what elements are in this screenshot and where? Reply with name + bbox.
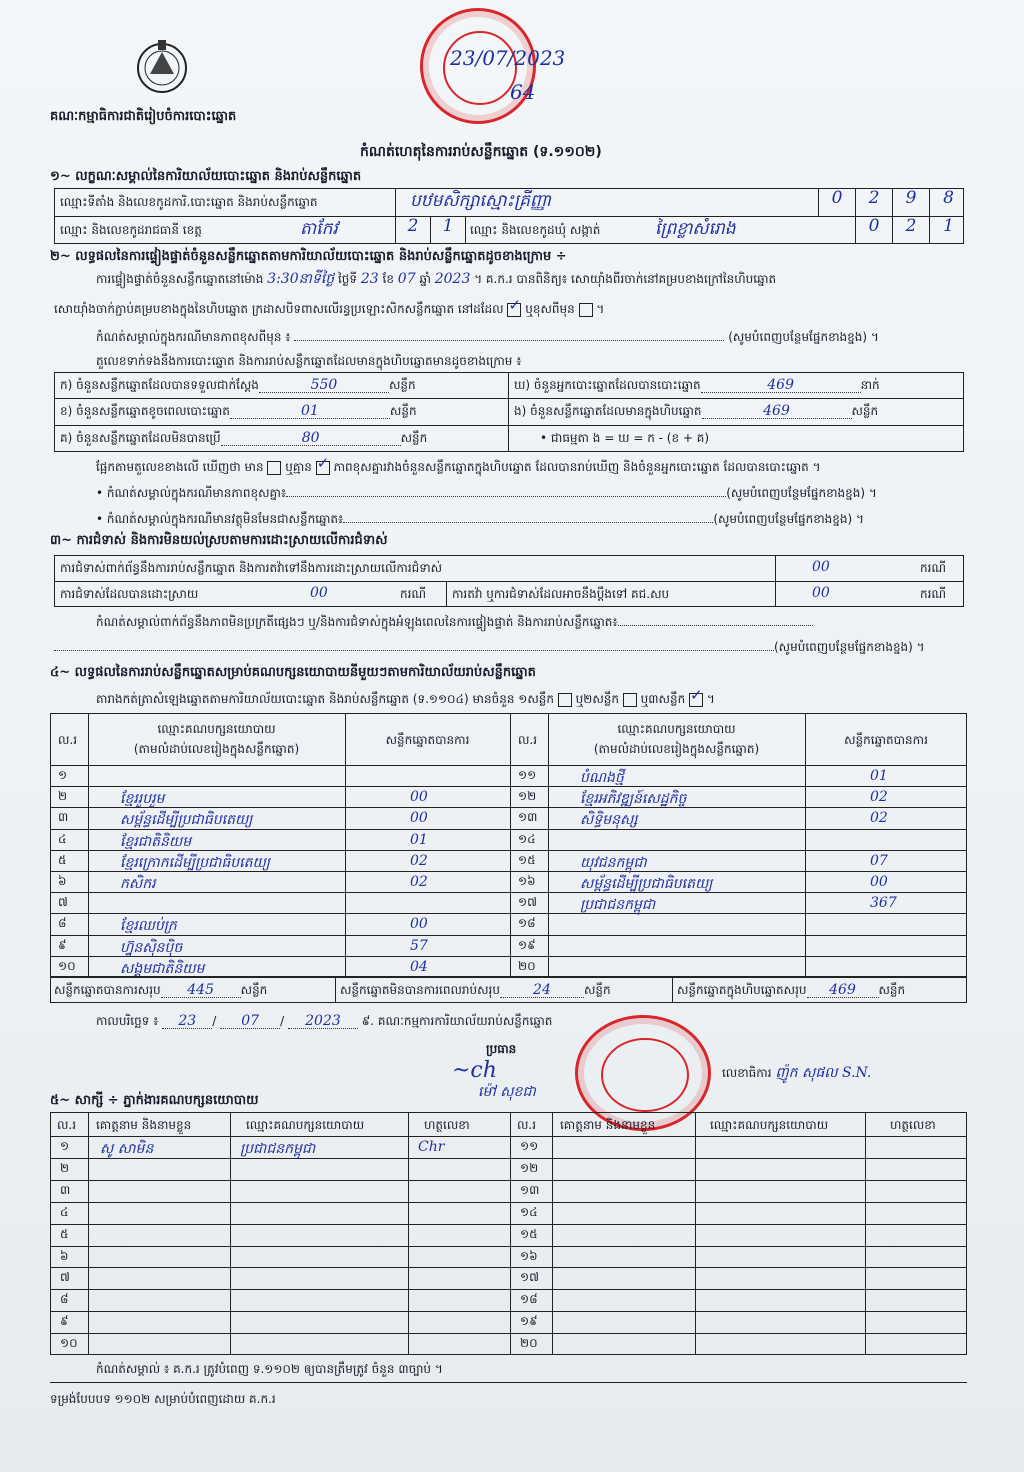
results-row-votes: 00 [870,874,888,890]
verification-line2: សោយ៉ាំងចាក់ភ្ជាប់គម្របខាងក្នុងនៃហិបឆ្នោត ក្រដាសបិទពាសលើរន្ធប្រឡោះសិកសន្លឹកឆ្នោត នៅដដែល ✓ ឬខុសពីមុន ។ [54,295,605,316]
witness-row-no-right: ១៧ [520,1270,539,1285]
results-row-party: សង្គមជាតិនិយម [120,960,205,977]
results-col-party-right: ឈ្មោះគណបក្សនយោបាយ (តាមលំដាប់លេខរៀងក្នុងសន្លឹកឆ្នោត) [593,722,760,756]
section1-title: ១~ លក្ខណៈសម្គាល់នៃការិយាល័យបោះឆ្នោត និងរាប់សន្លឹកឆ្នោត [50,169,362,184]
results-row-party: ខ្មែររួបរួម [120,791,165,808]
handwritten-date-top: 23/07/2023 [450,46,566,70]
results-col-votes-left: សន្លឹកឆ្នោតបានការ [385,733,470,747]
has-difference-checkbox[interactable] [267,461,281,475]
results-row-line [510,871,967,872]
results-row-votes: 01 [870,768,888,784]
two-sheet-checkbox[interactable] [623,693,637,707]
results-row-line [50,956,510,957]
results-col-no-right: ល.រ [518,733,538,747]
results-row-line [510,913,967,914]
counts-intro: តួលេខទាក់ទងនឹងការបោះឆ្នោត និងការរាប់សន្លឹកឆ្នោតដែលមានក្នុងហិបឆ្នោតមានដូចខាងក្រោម ៖ [96,354,522,368]
secretary: លេខាធិការ ញ៉ូក សុផល S.N. [722,1065,872,1081]
section5-title: ៥~ សាក្សី ÷ ភ្នាក់ងារគណបក្សនយោបាយ [50,1093,259,1108]
form-title: កំណត់ហេតុនៃការរាប់សន្លឹកឆ្នោត (ទ.១១០២) [360,144,602,160]
same-checkbox[interactable]: ✓ [507,303,521,317]
objections-r2-unit: ករណី [400,587,427,601]
witness-col-sign-left: ហត្ថលេខា [424,1118,470,1132]
witness-row-line [50,1224,967,1225]
results-row-votes: 367 [870,895,897,912]
results-col-party-left: ឈ្មោះគណបក្សនយោបាយ (តាមលំដាប់លេខរៀងក្នុងសន្លឹកឆ្នោត) [133,722,300,756]
results-row-votes: 00 [410,810,428,827]
count-ng: ង) ចំនួនសន្លឹកឆ្នោតដែលមានក្នុងហិបឆ្នោត 469 សន្លឹក [514,403,879,419]
results-row-party: សិទ្ធិមនុស្ស [580,812,638,829]
results-row-line [50,807,510,808]
objections-r2b-value: 00 [812,585,830,601]
results-row-votes: 02 [410,852,428,869]
witness-row-no-right: ១៨ [520,1292,538,1307]
handwritten-code-top: 64 [510,80,536,104]
witness-row-no: ៣ [60,1182,71,1197]
results-row-no: ៥ [58,852,67,867]
results-row-line [510,829,967,830]
results-row-no: ១ [58,768,68,782]
results-row-no: ២០ [518,958,536,973]
witness-row-no: ៤ [60,1204,69,1219]
witness-row-no-right: ១៦ [520,1248,538,1263]
results-row-votes: 00 [410,916,428,933]
witness-col-name-left: គោត្តនាម និងនាមខ្លួន [96,1118,192,1132]
section3-title: ៣~ ការជំទាស់ និងការមិនយល់ស្របតាមការដោះស្រាយលើការជំទាស់ [50,533,388,548]
results-row-no: ៩ [58,937,67,952]
results-row-party: ខ្មែរអភិវឌ្ឍន៍សេដ្ឋកិច្ច [580,791,687,808]
results-row-party: ខ្មែរក្រោកដើម្បីប្រជាធិបតេយ្យ [120,854,270,871]
results-row-line [50,935,510,936]
three-sheet-checkbox[interactable]: ✓ [689,693,703,707]
results-row-no: ១១ [518,768,537,782]
witness-row-line [50,1180,967,1181]
footer-note: កំណត់សម្គាល់ ៖ គ.ក.រ ត្រូវបំពេញ ទ.១១០២ ឲ្យបានត្រឹមត្រូវ ចំនួន ៣ច្បាប់ ។ [96,1362,443,1376]
verification-line1: ការផ្ទៀងផ្ទាត់ចំនួនសន្លឹកឆ្នោតនៅម៉ោង 3:30នាទីថ្ងៃ ថ្ងៃទី 23 ខែ 07 ឆ្នាំ 2023 ។ គ.ក.រ បានពិនិត្យ៖ សោយ៉ាំងពីរចាក់នៅគម្របខាងក្រៅនៃហិបឆ្នោត [96,271,777,287]
results-row-no: ១២ [518,789,537,804]
location-label: ឈ្មោះទីតាំង និងលេខកូដការិ.បោះឆ្នោត និងរាប់សន្លឹកឆ្នោត [60,195,318,209]
commune-value: ព្រៃខ្លាសំរោង [655,219,736,239]
witness-row-no: ៩ [60,1314,69,1329]
count-g: គ) ចំនួនសន្លឹកឆ្នោតដែលមិនបានប្រើ 80 សន្លឹក [60,430,428,446]
results-row-votes: 00 [410,789,428,806]
objections-r1-label: ការជំទាស់ពាក់ព័ន្ធនឹងការរាប់សន្លឹកឆ្នោត និងការតវ៉ាទៅនឹងការដោះស្រាយលើការជំទាស់ [60,561,443,575]
total-in-box: សន្លឹកឆ្នោតក្នុងហិបឆ្នោតសរុប 469 សន្លឹក [677,982,906,998]
witness-col-party-right: ឈ្មោះគណបក្សនយោបាយ [710,1118,829,1132]
results-row-no: ៨ [58,916,67,931]
count-kh: ខ) ចំនួនសន្លឹកឆ្នោតខូចពេលបោះឆ្នោត 01 សន្លឹក [60,403,417,419]
one-sheet-checkbox[interactable] [558,693,572,707]
witness-row-no-right: ១២ [520,1160,539,1175]
witness-row-party: ប្រជាជនកម្ពុជា [240,1141,316,1157]
changed-checkbox[interactable] [579,303,593,317]
results-row-votes: 02 [410,874,428,890]
province-value: តាកែវ [300,219,338,239]
date-line: កាលបរិច្ឆេទ ៖ 23 / 07 / 2023 ៩. គណៈកម្មការការិយាល័យរាប់សន្លឹកឆ្នោត [96,1013,553,1029]
results-row-no: ២ [58,789,68,804]
results-row-line [50,892,510,893]
witness-col-name-right: គោត្តនាម និងនាមខ្លួន [560,1118,656,1132]
results-row-no: ១៦ [518,874,536,888]
witness-row-no-right: ១៣ [520,1182,540,1197]
results-row-no: ១៨ [518,916,536,931]
witness-col-no-right: ល.រ [517,1118,537,1132]
results-row-no: ១៥ [518,852,536,867]
chair-name: ម៉ៅ សុខជា [478,1084,536,1100]
witness-row-no-right: ២០ [520,1336,538,1351]
results-row-line [50,786,510,787]
witness-col-party-left: ឈ្មោះគណបក្សនយោបាយ [246,1118,365,1132]
witness-row-no: ១ [60,1139,70,1153]
witness-row-line [50,1158,967,1159]
results-row-no: ១៩ [518,937,536,952]
formula: • ជាធម្មតា ង = ឃ = ក - (ខ + គ) [540,431,710,445]
note-changed: កំណត់សម្គាល់ក្នុងករណីមានភាពខុសពីមុន ៖ (សូមបំពេញបន្ថែមផ្នែកខាងខ្នង) ។ [96,330,879,344]
results-row-party: ខ្មែរឈប់ក្រ [120,918,177,935]
objections-r1-value: 00 [812,559,830,575]
location-value: បឋមសិក្សាស្មោះគ្រីញ្ញា [410,191,552,211]
results-row-party: បំណងថ្មី [580,770,624,786]
results-row-no: ៧ [58,895,68,910]
witness-row-no: ៧ [60,1270,70,1285]
witness-row-no-right: ១៤ [520,1204,538,1219]
witness-row-line [50,1202,967,1203]
results-row-line [510,807,967,808]
results-row-line [50,913,510,914]
irregularity-note: កំណត់សម្គាល់ពាក់ព័ន្ធនឹងភាពមិនប្រក្រតីផ្សេងៗ ឬ/និងការជំទាស់ក្នុងអំឡុងពេលនៃការផ្ទៀងផ្ទាត់ និងការរាប់សន្លឹកឆ្នោត៖ [96,615,813,629]
count-k: ក) ចំនួនសន្លឹកឆ្នោតដែលបានទទួលជាក់ស្តែង 550 សន្លឹក [60,377,416,393]
objections-r1-unit: ករណី [920,561,947,575]
witness-row-line [50,1333,967,1334]
count-gh: ឃ) ចំនួនអ្នកបោះឆ្នោតដែលបានបោះឆ្នោត 469 នាក់ [514,377,880,393]
results-row-party: យុវជនកម្ពុជា [580,854,647,871]
witness-row-no: ១០ [60,1336,78,1351]
results-row-line [50,871,510,872]
results-row-party: កសិករ [120,876,156,892]
witness-row-line [50,1311,967,1312]
results-row-line [510,892,967,893]
witness-table [50,1112,967,1355]
results-row-votes: 02 [870,789,888,806]
results-row-line [510,956,967,957]
witness-col-sign-right: ហត្ថលេខា [890,1118,936,1132]
results-row-party: ប្រជាជនកម្ពុជា [580,897,656,914]
witness-row-no-right: ១៥ [520,1226,538,1241]
witness-row-no: ២ [60,1160,70,1175]
witness-row-no: ៦ [60,1248,69,1263]
chair-signature: ~ch [452,1058,497,1083]
results-row-no: ៣ [58,810,69,825]
results-row-no: ១០ [58,958,76,973]
results-row-no: ៦ [58,874,67,888]
results-row-line [510,850,967,851]
witness-col-no-left: ល.រ [57,1118,77,1132]
witness-row-no-right: ១១ [520,1139,539,1153]
witness-row-no: ៥ [60,1226,69,1241]
total-invalid: សន្លឹកឆ្នោតមិនបានការពេលរាប់សរុប 24 សន្លឹក [340,982,611,998]
form-version-note: ទម្រង់បែបបទ ១១០២ សម្រាប់បំពេញដោយ គ.ក.រ [50,1392,276,1406]
results-row-party: ហ្វ៊ុនស៊ិនប៉ិច [120,939,183,956]
section2-title: ២~ លទ្ធផលនៃការផ្ទៀងផ្ទាត់ចំនួនសន្លឹកឆ្នោតតាមការិយាល័យបោះឆ្នោត និងរាប់សន្លឹកឆ្នោតដូចខាងក្រោម ÷ [50,249,567,264]
province-label: ឈ្មោះ និងលេខកូដរាជធានី ខេត្ត [60,223,202,237]
province-code: 2 1 [395,216,466,244]
objections-r2-value: 00 [310,585,328,601]
section4-title: ៤~ លទ្ធផលនៃការរាប់សន្លឹកឆ្នោតសម្រាប់គណបក្សនយោបាយនីមួយៗតាមការិយាល័យរាប់សន្លឹកឆ្នោត [50,665,536,680]
results-row-votes: 04 [410,958,428,975]
compare-line: ផ្អែកតាមតួលេខខាងលើ ឃើញថា មាន ឬគ្មាន ✓ ភាពខុសគ្នារវាងចំនួនសន្លឹកឆ្នោតក្នុងហិបឆ្នោត ដែលបានរាប់ឃើញ និងចំនួនអ្នកបោះឆ្នោត ដែលបានបោះឆ្នោត ។ [96,453,821,474]
commune-code: 0 2 1 [855,216,967,244]
bullet-difference: • កំណត់សម្គាល់ក្នុងករណីមានភាពខុសគ្នា៖ (សូមបំពេញបន្ថែមផ្នែកខាងខ្នង) ។ [96,486,877,500]
nec-emblem-logo [132,36,192,96]
witness-row-signature: Chr [418,1139,445,1155]
results-row-no: ១៣ [518,810,538,825]
no-difference-checkbox[interactable]: ✓ [316,461,330,475]
location-code: 0 2 9 8 [818,188,967,216]
results-row-no: ៤ [58,831,67,846]
results-row-votes: 02 [870,810,888,827]
results-row-no: ១៤ [518,831,536,846]
results-row-line [50,850,510,851]
witness-row-line [50,1246,967,1247]
committee-name: គណៈកម្មាធិការជាតិរៀបចំការបោះឆ្នោត [50,109,237,124]
objections-r2b-label: ការតវ៉ា ឬការជំទាស់ដែលអាចនឹងប្តឹងទៅ គជ.សប [452,587,670,601]
results-row-votes: 57 [410,937,428,954]
results-row-party: សម្ព័ន្ធដើម្បីប្រជាធិបតេយ្យ [120,812,253,829]
witness-row-line [50,1289,967,1290]
results-row-no: ១៧ [518,895,537,910]
chair-label: ប្រធាន [486,1042,517,1056]
results-row-party: ខ្មែរជាតិនិយម [120,833,192,850]
results-row-line [510,786,967,787]
results-row-line [50,829,510,830]
results-row-party: សម្ព័ន្ធដើម្បីប្រជាធិបតេយ្យ [580,876,713,892]
bullet-foreign-object: • កំណត់សម្គាល់ក្នុងករណីមានវត្ថុមិនមែនជាសន្លឹកឆ្នោត៖ (សូមបំពេញបន្ថែមផ្នែកខាងខ្នង) ។ [96,512,864,526]
objections-r2-label: ការជំទាស់ដែលបានដោះស្រាយ [60,587,199,601]
tally-sheet-line: តារាងកត់ត្រាសំឡេងឆ្នោតតាមការិយាល័យបោះឆ្នោត និងរាប់សន្លឹកឆ្នោត (ទ.១១០៤) មានចំនួន ១សន្លឹក ឬ២សន្លឹក ឬ៣សន្លឹក ✓ ។ [96,685,715,706]
commune-label: ឈ្មោះ និងលេខកូដឃុំ សង្កាត់ [470,223,601,237]
results-row-votes: 01 [410,831,428,848]
results-col-no-left: ល.រ [58,733,78,747]
total-valid: សន្លឹកឆ្នោតបានការសរុប 445 សន្លឹក [54,982,268,998]
results-row-votes: 07 [870,852,888,869]
witness-row-name: សូ សាមិន [100,1141,154,1157]
objections-r2b-unit: ករណី [920,587,947,601]
results-row-line [510,935,967,936]
witness-row-line [50,1267,967,1268]
witness-row-no: ៨ [60,1292,69,1307]
witness-row-no-right: ១៩ [520,1314,538,1329]
irregularity-note-line2: (សូមបំពេញបន្ថែមផ្នែកខាងខ្នង) ។ [54,640,925,654]
results-col-votes-right: សន្លឹកឆ្នោតបានការ [844,733,928,747]
